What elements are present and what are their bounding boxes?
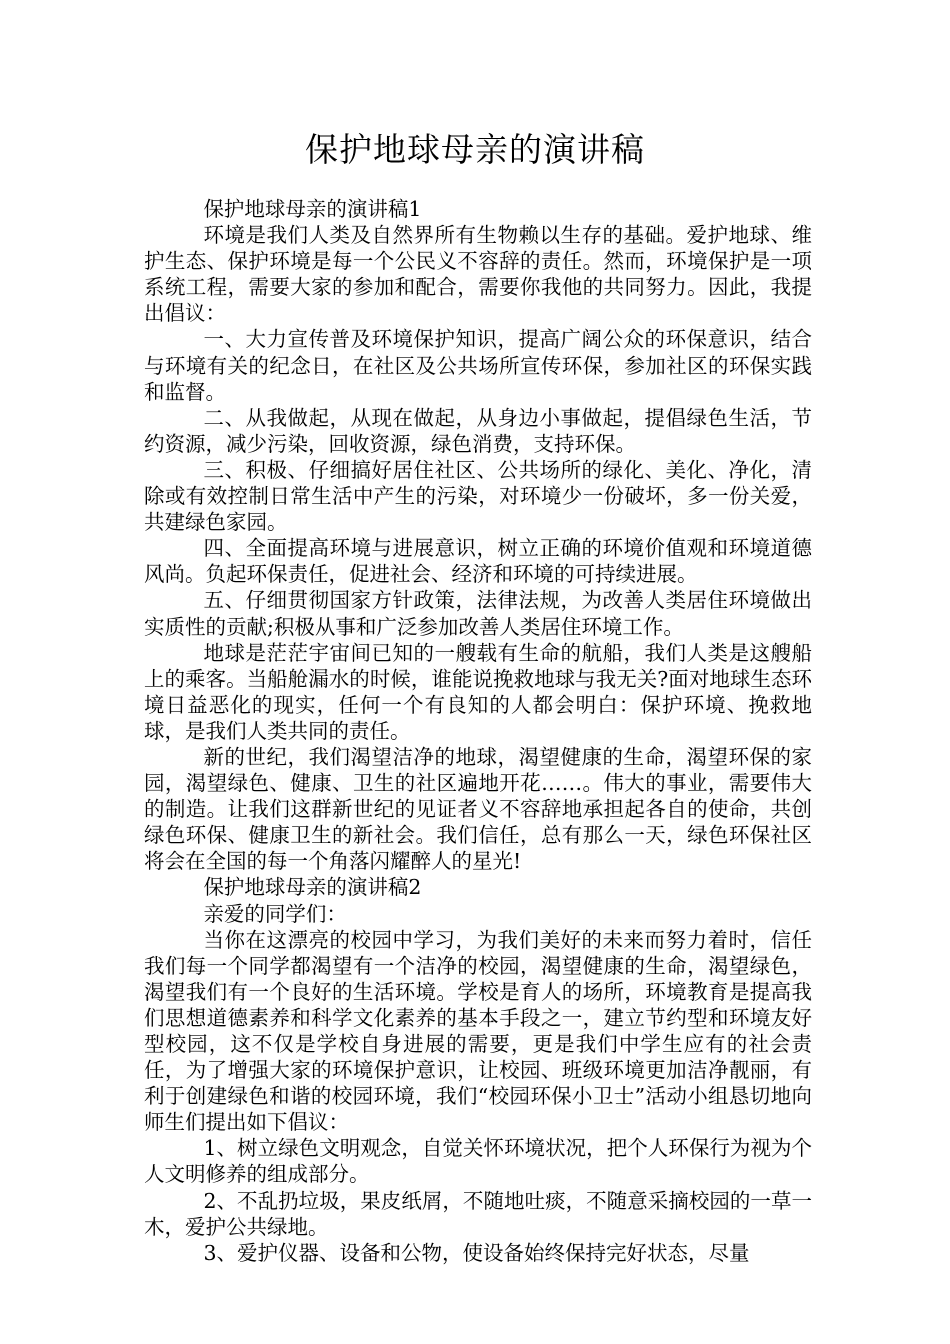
document-title: 保护地球母亲的演讲稿 [305, 130, 645, 169]
paragraph: 3、爱护仪器、设备和公物，使设备始终保持完好状态，尽量 [203, 1240, 750, 1265]
paragraph-heading-1: 保护地球母亲的演讲稿1 [203, 197, 422, 221]
paragraph: 1、树立绿色文明观念，自觉关怀环境状况，把个人环保行为视为个人文明修养的组成部分。 [144, 1136, 812, 1187]
document-body [144, 196, 812, 1266]
paragraph-heading-2: 保护地球母亲的演讲稿2 [203, 875, 422, 900]
paragraph: 五、仔细贯彻国家方针政策，法律法规，为改善人类居住环境做出实质性的贡献;积极从事和广泛参加改善人类居住环境工作。 [144, 588, 812, 639]
paragraph: 2、不乱扔垃圾，果皮纸屑，不随地吐痰，不随意采摘校园的一草一木，爱护公共绿地。 [144, 1188, 812, 1239]
paragraph: 四、全面提高环境与进展意识，树立正确的环境价值观和环境道德风尚。负起环保责任，促进社会、经济和环境的可持续进展。 [144, 536, 812, 587]
paragraph: 地球是茫茫宇宙间已知的一艘载有生命的航船，我们人类是这艘船上的乘客。当船舱漏水的时候，谁能说挽救地球与我无关?面对地球生态环境日益恶化的现实，任何一个有良知的人都会明白：保护环境、挽救地球，是我们人类共同的责任。 [144, 640, 812, 743]
paragraph: 新的世纪，我们渴望洁净的地球，渴望健康的生命，渴望环保的家园，渴望绿色、健康、卫生的社区遍地开花……。伟大的事业，需要伟大的制造。让我们这群新世纪的见证者义不容辞地承担起各自的使命，共创绿色环保、健康卫生的新社会。我们信任，总有那么一天，绿色环保社区将会在全国的每一个角落闪耀醉人的星光! [144, 744, 812, 874]
paragraph: 一、大力宣传普及环境保护知识，提高广阔公众的环保意识，结合与环境有关的纪念日，在社区及公共场所宣传环保，参加社区的环保实践和监督。 [144, 327, 812, 404]
paragraph: 二、从我做起，从现在做起，从身边小事做起，提倡绿色生活，节约资源，减少污染，回收资源，绿色消费，支持环保。 [144, 405, 812, 456]
paragraph: 当你在这漂亮的校园中学习，为我们美好的未来而努力着时，信任我们每一个同学都渴望有一个洁净的校园，渴望健康的生命，渴望绿色，渴望我们有一个良好的生活环境。学校是育人的场所，环境教育是提高我们思想道德素养和科学文化素养的基本手段之一，建立节约型和环境友好型校园，这不仅是学校自身进展的需要，更是我们中学生应有的社会责任，为了增强大家的环境保护意识，让校园、班级环境更加洁净靓丽，有利于创建绿色和谐的校园环境，我们“校园环保小卫士”活动小组恳切地向师生们提出如下倡议： [144, 927, 812, 1135]
paragraph: 三、积极、仔细搞好居住社区、公共场所的绿化、美化、净化，清除或有效控制日常生活中产生的污染，对环境少一份破坏，多一份关爱，共建绿色家园。 [144, 457, 812, 535]
paragraph-salutation: 亲爱的同学们： [203, 901, 347, 926]
paragraph: 环境是我们人类及自然界所有生物赖以生存的基础。爱护地球、维护生态、保护环境是每一个公民义不容辞的责任。然而，环境保护是一项系统工程，需要大家的参加和配合，需要你我他的共同努力。因此，我提出倡议： [144, 223, 812, 326]
